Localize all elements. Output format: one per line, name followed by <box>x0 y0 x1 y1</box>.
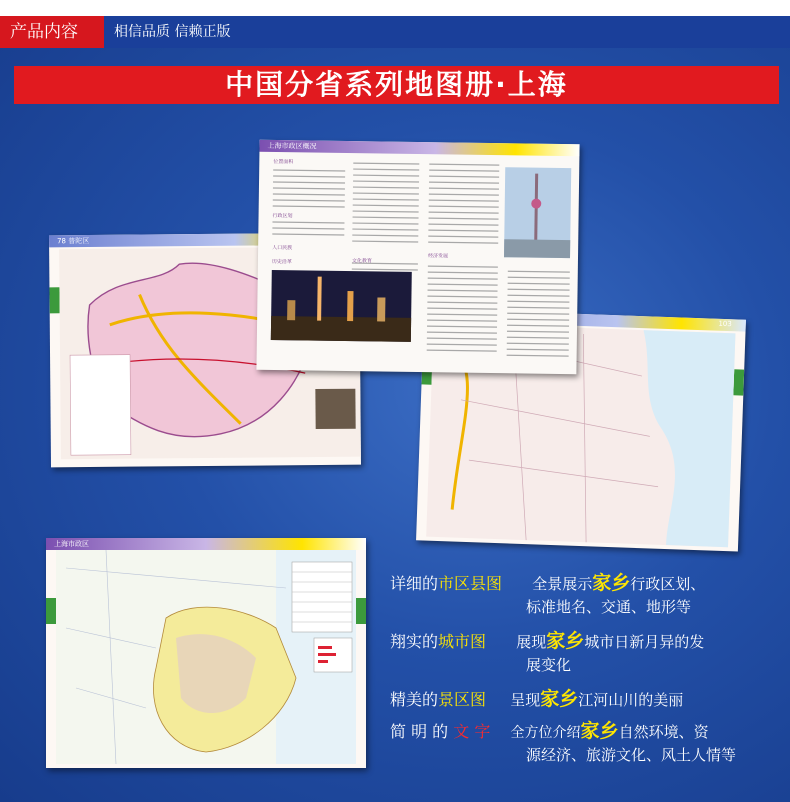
feature-title-highlight: 市区县图 <box>438 574 503 593</box>
feature-2-line2: 展变化 <box>526 656 572 674</box>
page-shanghai-overview <box>256 140 579 374</box>
page-label: 78 普陀区 <box>57 237 90 246</box>
feature-4-line2: 源经济、旅游文化、风土人情等 <box>526 746 737 764</box>
feature-title-highlight: 城市图 <box>438 632 487 651</box>
page-label: 上海市政区 <box>54 540 89 548</box>
page-shanghai-admin-map <box>46 538 366 768</box>
section-heading: 经济发展 <box>427 253 449 260</box>
feature-1-line1: 详细的市区县图 全景展示家乡行政区划、 <box>390 572 706 594</box>
section-heading: 位置面积 <box>273 158 294 166</box>
header-subtitle: 相信品质 信赖正版 <box>114 24 231 40</box>
feature-title-highlight: 景区图 <box>438 690 487 709</box>
feature-4-line1: 简 明 的 文 字 全方位介绍家乡自然环境、资 <box>390 720 709 742</box>
text-columns <box>256 140 579 374</box>
page-label: 上海市政区概况 <box>267 141 317 151</box>
hometown-highlight: 家乡 <box>592 572 631 594</box>
section-heading: 文化教育 <box>351 258 372 265</box>
section-heading: 历史沿革 <box>271 258 292 266</box>
hometown-highlight: 家乡 <box>546 630 585 652</box>
feature-2-line1: 翔实的城市图 展现家乡城市日新月异的发 <box>390 630 705 652</box>
section-heading: 行政区划 <box>272 212 293 220</box>
feature-1-line2: 标准地名、交通、地形等 <box>526 598 692 616</box>
header-bar <box>0 0 790 48</box>
feature-title-highlight: 文 字 <box>453 722 491 741</box>
atlas-title: 中国分省系列地图册·上海 <box>225 68 568 101</box>
shanghai-admin-map <box>46 538 366 768</box>
page-number: 103 <box>718 319 732 329</box>
title-banner <box>14 66 779 104</box>
product-showcase-panel <box>0 48 790 802</box>
product-content-tab: 产品内容 <box>0 16 104 48</box>
section-heading: 人口民族 <box>272 244 293 252</box>
hometown-highlight: 家乡 <box>580 720 619 742</box>
feature-3-line1: 精美的景区图 呈现家乡江河山川的美丽 <box>390 688 684 710</box>
hometown-highlight: 家乡 <box>540 688 579 710</box>
feature-title-pre: 详细的 <box>390 574 439 593</box>
